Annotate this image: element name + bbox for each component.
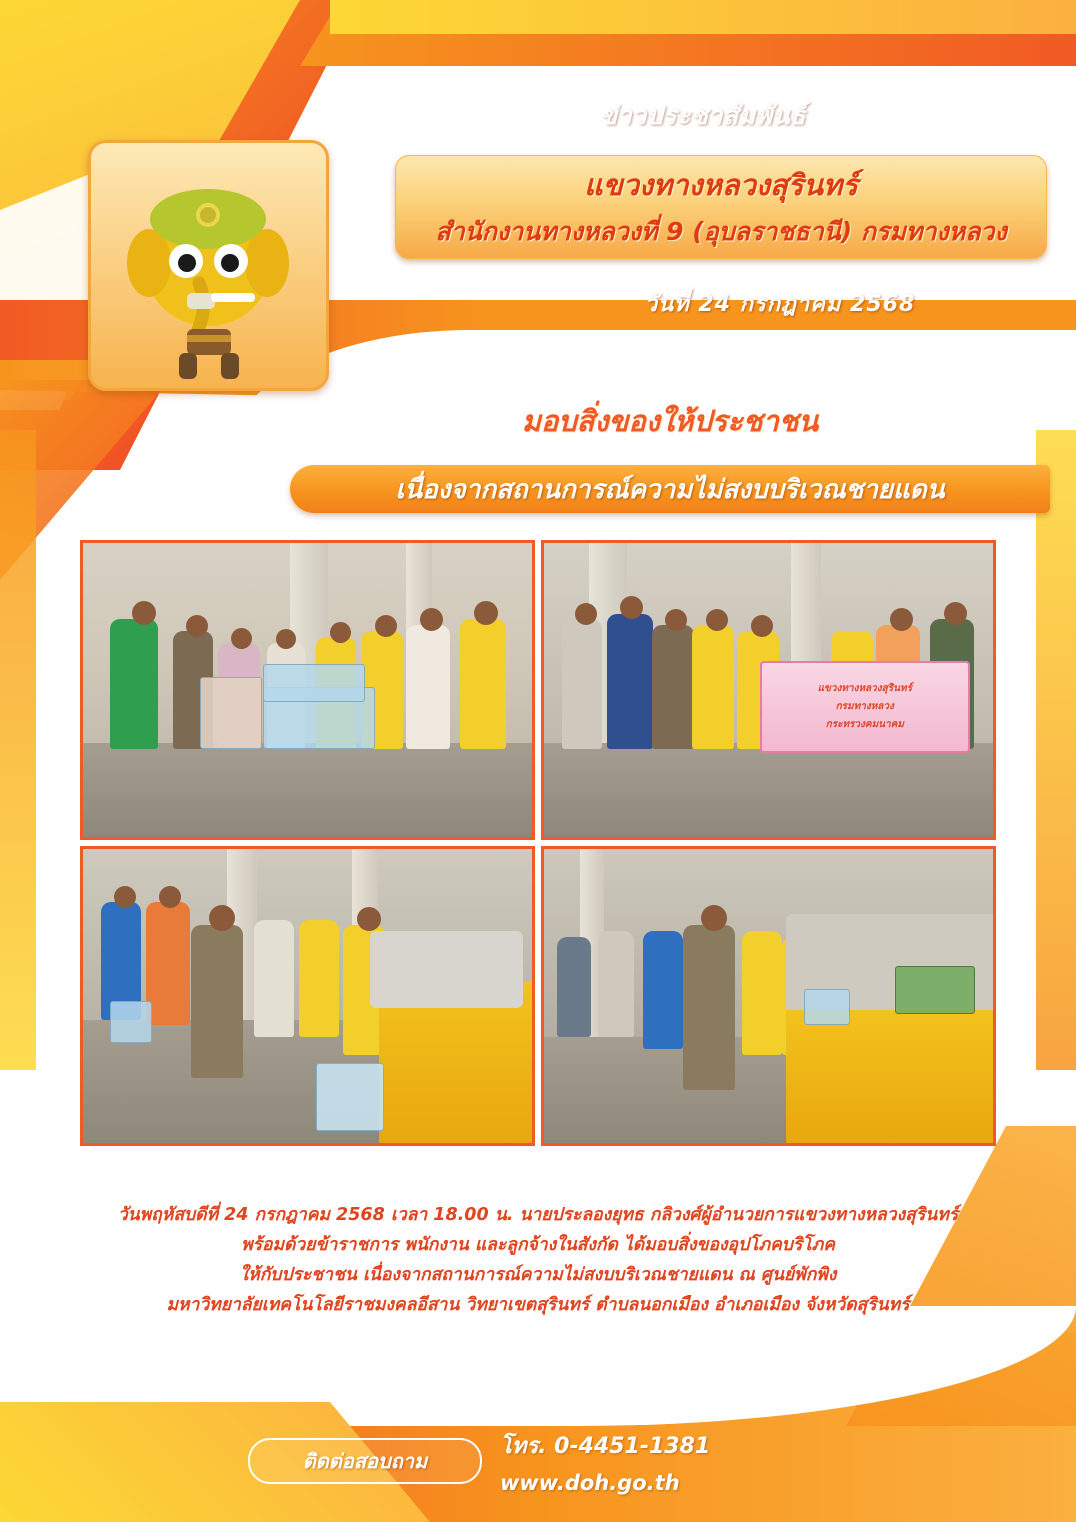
photo-group-donation (80, 540, 535, 840)
photo-grid (80, 540, 996, 1170)
headline (300, 395, 1040, 447)
body-paragraph (60, 1200, 1016, 1320)
photo-group-banner (541, 540, 996, 840)
banner-line-2: กรมทางหลวง (835, 701, 894, 713)
body-line-2: พร้อมด้วยข้าราชการ พนักงาน และลูกจ้างในสังกัด ได้มอบสิ่งของอุปโภคบริโภค (241, 1235, 835, 1255)
headline-text: มอบสิ่งของให้ประชาชน (521, 404, 819, 438)
contact-label: ติดต่อสอบถาม (302, 1449, 428, 1473)
decor-top-yellow-strip (330, 0, 1076, 34)
photo-truck-delivery (541, 846, 996, 1146)
footer-contact (500, 1428, 820, 1495)
banner-line-1: แขวงทางหลวงสุรินทร์ (817, 683, 912, 695)
banner-line-3: กระทรวงคมนาคม (825, 719, 904, 731)
body-line-3: ให้กับประชาชน เนื่องจากสถานการณ์ความไม่สงบบริเวณชายแดน ณ ศูนย์พักพิง (239, 1265, 837, 1285)
elephant-mascot-icon (91, 143, 326, 388)
organization-line-1: แขวงทางหลวงสุรินทร์ (584, 168, 858, 202)
banner-sign (760, 661, 971, 753)
contact-button[interactable] (248, 1438, 482, 1484)
mascot-frame (88, 140, 329, 391)
photo-unloading-water (80, 846, 535, 1146)
organization-line-2: สำนักงานทางหลวงที่ 9 (อุบลราชธานี) กรมทางหลวง (435, 217, 1007, 246)
decor-right-side-bar (1036, 430, 1076, 1070)
footer-telephone: โทร. 0-4451-1381 (500, 1434, 711, 1459)
publish-date (520, 283, 1040, 323)
body-line-4: มหาวิทยาลัยเทคโนโลยีราชมงคลอีสาน วิทยาเขตสุรินทร์ ตำบลนอกเมือง อำเภอเมือง จังหวัดสุรินทร์ (166, 1295, 910, 1315)
subheadline-text: เนื่องจากสถานการณ์ความไม่สงบบริเวณชายแดน (395, 474, 945, 505)
body-line-1: วันพฤหัสบดีที่ 24 กรกฎาคม 2568 เวลา 18.00 น. นายประลองยุทธ กลิวงศ์ผู้อำนวยการแขวงทางหลวงสุรินทร์ (117, 1205, 959, 1225)
footer-website[interactable]: www.doh.go.th (500, 1471, 680, 1495)
decor-left-side-bar (0, 430, 36, 1070)
subheadline-pill (290, 465, 1050, 513)
publish-date-text: วันที่ 24 กรกฎาคม 2568 (644, 291, 916, 317)
press-release-label: ข่าวประชาสัมพันธ์ (600, 101, 806, 130)
organization-title-banner (395, 155, 1047, 259)
